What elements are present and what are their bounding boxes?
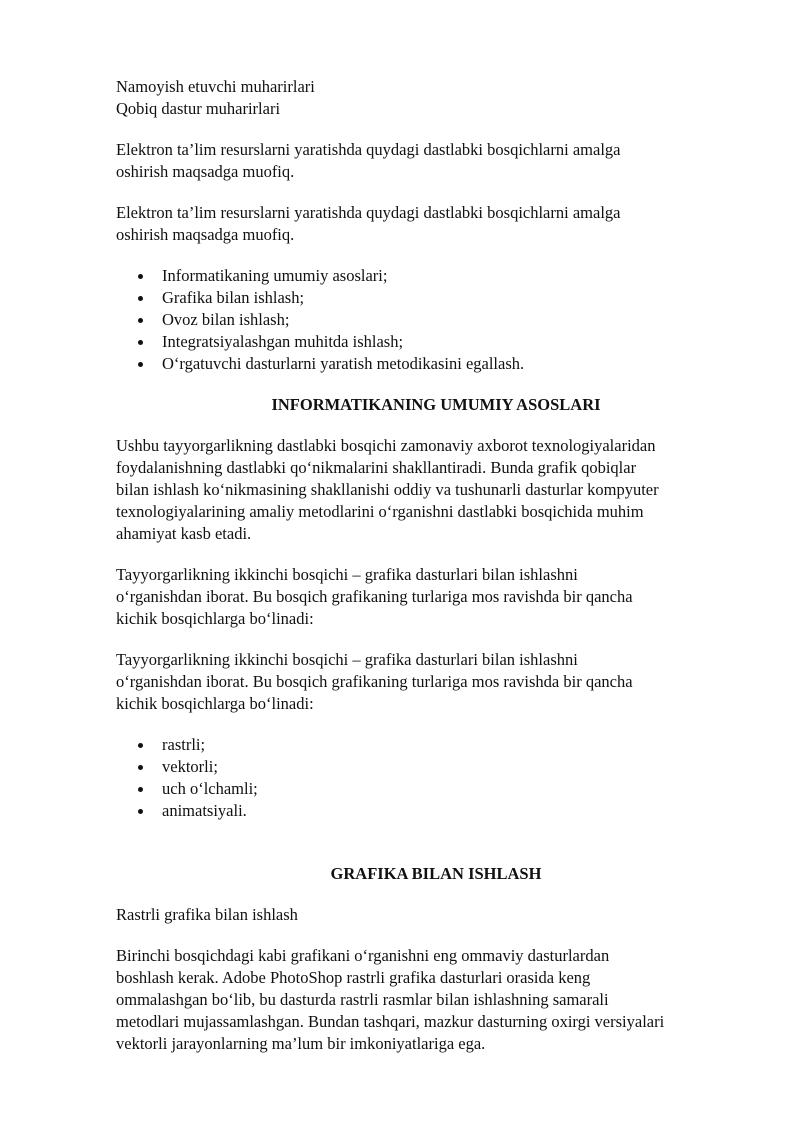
text-line: Birinchi bosqichdagi kabi grafikani o‘rganishni eng ommaviy dasturlardan [116, 946, 610, 965]
text-line: boshlash kerak. Adobe PhotoShop rastrli grafika dasturlari orasida keng [116, 968, 591, 987]
intro-line: Namoyish etuvchi muharirlari [116, 77, 315, 96]
bullet-icon [138, 296, 143, 301]
section-heading-graphics: GRAFIKA BILAN ISHLASH [330, 864, 542, 883]
text-line: metodlari mujassamlashgan. Bundan tashqari, mazkur dasturning oxirgi versiyalari [116, 1012, 665, 1031]
bullet-icon [138, 809, 143, 814]
bullet-icon [138, 340, 143, 345]
bullet-icon [138, 787, 143, 792]
text-line: texnologiyalarining amaliy metodlarini o‘rganishni dastlabki bosqichida muhim [116, 502, 644, 521]
text-line: vektorli jarayonlarning ma’lum bir imkoniyatlariga ega. [116, 1034, 486, 1053]
graphics-types-list [116, 734, 756, 822]
list-item: animatsiyali. [116, 800, 756, 822]
text-line: Tayyorgarlikning ikkinchi bosqichi – grafika dasturlari bilan ishlashni [116, 565, 578, 584]
text-line: Tayyorgarlikning ikkinchi bosqichi – grafika dasturlari bilan ishlashni [116, 650, 578, 669]
text-line: foydalanishning dastlabki qo‘nikmalarini shakllantiradi. Bunda grafik qobiqlar [116, 458, 637, 477]
intro-block [116, 76, 756, 120]
paragraph-1 [116, 139, 756, 183]
list-item: vektorli; [116, 756, 756, 778]
text-line: ommalashgan bo‘lib, bu dasturda rastrli rasmlar bilan ishlashning samarali [116, 990, 609, 1009]
document-page [116, 76, 756, 1074]
text-line: Ushbu tayyorgarlikning dastlabki bosqichi zamonaviy axborot texnologiyalaridan [116, 436, 656, 455]
intro-line: Qobiq dastur muharirlari [116, 99, 281, 118]
text-line: oshirish maqsadga muofiq. [116, 162, 295, 181]
paragraph-2 [116, 202, 756, 246]
text-line: Elektron ta’lim resurslarni yaratishda quydagi dastlabki bosqichlarni amalga [116, 203, 621, 222]
blank-line [116, 841, 756, 863]
bullet-icon [138, 274, 143, 279]
stages-list [116, 265, 756, 375]
paragraph-3 [116, 435, 756, 545]
text-line: kichik bosqichlarga bo‘linadi: [116, 694, 314, 713]
list-item: Ovoz bilan ishlash; [116, 309, 756, 331]
list-item: Grafika bilan ishlash; [116, 287, 756, 309]
text-line: kichik bosqichlarga bo‘linadi: [116, 609, 314, 628]
text-line: o‘rganishdan iborat. Bu bosqich grafikaning turlariga mos ravishda bir qancha [116, 587, 633, 606]
paragraph-4 [116, 564, 756, 630]
text-line: o‘rganishdan iborat. Bu bosqich grafikaning turlariga mos ravishda bir qancha [116, 672, 633, 691]
paragraph-6 [116, 945, 756, 1055]
list-item: Integratsiyalashgan muhitda ishlash; [116, 331, 756, 353]
bullet-icon [138, 362, 143, 367]
text-line: ahamiyat kasb etadi. [116, 524, 252, 543]
bullet-icon [138, 743, 143, 748]
text-line: bilan ishlash ko‘nikmasining shakllanishi oddiy va tushunarli dasturlar kompyuter [116, 480, 659, 499]
list-item: Informatikaning umumiy asoslari; [116, 265, 756, 287]
text-line: oshirish maqsadga muofiq. [116, 225, 295, 244]
list-item: O‘rgatuvchi dasturlarni yaratish metodikasini egallash. [116, 353, 756, 375]
list-item: uch o‘lchamli; [116, 778, 756, 800]
text-line: Elektron ta’lim resurslarni yaratishda quydagi dastlabki bosqichlarni amalga [116, 140, 621, 159]
bullet-icon [138, 318, 143, 323]
bullet-icon [138, 765, 143, 770]
paragraph-5 [116, 649, 756, 715]
subheading-raster [116, 904, 756, 926]
list-item: rastrli; [116, 734, 756, 756]
text-line: Rastrli grafika bilan ishlash [116, 905, 298, 924]
section-heading-informatics: INFORMATIKANING UMUMIY ASOSLARI [271, 395, 601, 414]
